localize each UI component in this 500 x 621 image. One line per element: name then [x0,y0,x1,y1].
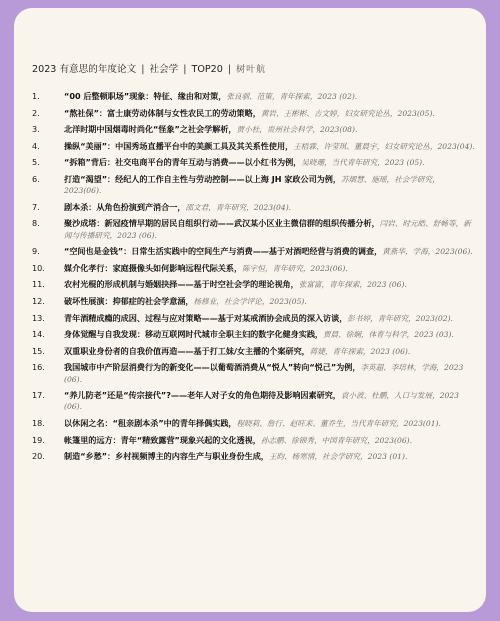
paper-citation: 彭书婷，青年研究，2023(02). [347,313,453,323]
paper-title: “养儿防老”还是“传宗接代”?——老年人对子女的角色期待及影响因素研究， [64,390,341,401]
paper-citation: 蒋婕，青年探索，2023 (06). [309,346,411,356]
list-item [32,313,476,324]
paper-citation: 黄燕华，学海，2023(06). [382,247,473,257]
document-header [32,63,476,77]
paper-citation: 张富富，青年探索，2023 (06). [298,280,407,290]
header-rank: TOP20 [191,64,223,75]
item-number: 5. [32,157,40,168]
paper-list [32,91,476,462]
paper-title: 我国城市中产阶层消费行为的新变化——以葡萄酒消费从“悦人”转向“悦己”为例， [64,362,361,373]
paper-title: 青年酒精成瘾的成因、过程与应对策略——基于对某戒酒协会成员的深入访谈， [64,312,348,323]
paper-title: “00 后整顿职场”现象：特征、缘由和对策， [64,91,227,101]
paper-title: “空间也是金钱”：日常生活实践中的空间生产与消费——基于对酒吧经营与消费的调查， [64,246,383,257]
item-number: 3. [32,124,40,135]
item-number: 8. [32,218,40,229]
paper-title: 剧本杀：从角色扮演到产消合一， [64,201,186,212]
item-number: 10. [32,262,45,273]
paper-citation: 袁小波、杜鹏，人口与发展，2023 (06). [64,391,459,412]
item-number: 17. [32,390,45,401]
item-number: 1. [32,91,40,101]
list-item [32,174,476,196]
paper-title: 双重职业身份者的自我价值再造——基于打工妹/女主播的个案研究， [64,345,310,356]
list-item [32,346,476,357]
paper-citation: 邵文君，青年研究，2023(04). [185,202,292,212]
paper-title: “拆箱”背后：社交电商平台的青年互动与消费——以小红书为例， [64,157,302,168]
header-separator: | [227,64,232,75]
paper-citation: 黄岩、王彬彬、吉文婷，妇女研究论丛，2023(05). [260,108,435,118]
list-item [32,451,476,462]
list-item [32,296,476,307]
item-number: 13. [32,312,45,323]
item-number: 16. [32,362,45,373]
paper-citation: 程晓莉、詹行、赵旺来、董乔生，当代青年研究，2023(01). [236,418,441,428]
paper-title: 聚沙成塔：新冠疫情早期的居民自组织行动——武汉某小区业主微信群的组织传播分析， [64,218,380,229]
header-author: 树叶航 [236,65,267,75]
paper-title: 媒介化孝行：家庭摄像头如何影响远程代际关系， [64,262,243,273]
list-item [32,435,476,446]
list-item [32,108,476,119]
list-item [32,218,476,240]
paper-title: “熬社保”：富士康劳动体制与女性农民工的劳动策略， [64,107,261,118]
item-number: 4. [32,140,40,151]
item-number: 11. [32,279,45,290]
item-number: 14. [32,329,45,340]
list-item [32,202,476,213]
item-number: 18. [32,417,45,428]
item-number: 2. [32,107,40,118]
paper-citation: 李英超、李培林，学海，2023 (06). [64,363,464,384]
paper-citation: 陈宇恒，青年研究，2023(06). [242,263,348,273]
list-item [32,279,476,290]
header-title: 2023 有意思的年度论文 [32,64,137,75]
list-item [32,329,476,340]
item-number: 9. [32,246,40,257]
paper-title: 破坏性展演：抑郁症的社会学意涵， [64,295,194,306]
list-item [32,263,476,274]
list-item [32,91,476,102]
paper-citation: 张良驯、范策，青年探索，2023 (02). [226,92,358,101]
list-item [32,141,476,152]
paper-citation: 苏熠慧、施瑶，社会学研究，2023(06). [64,174,440,196]
item-number: 6. [32,173,40,184]
paper-title: 农村光棍的形成机制与婚姻抉择——基于时空社会学的理论视角， [64,279,299,290]
paper-title: 操纵“美丽”：中国秀场直播平台中的美颜工具及其关系性使用， [64,140,294,151]
paper-citation: 贾小杜，贵州社会科学，2023(08). [236,125,358,135]
header-separator: | [183,64,187,75]
item-number: 12. [32,295,45,306]
paper-title: 北洋时期中国烟毒时尚化“怪象”之社会学解析， [64,124,237,135]
list-item [32,418,476,429]
list-item [32,362,476,384]
paper-citation: 闫岩、时元皓、舒畅等，新闻与传播研究，2023 (06). [64,219,471,240]
paper-title: 以休闲之名：“租亲剧本杀”中的青年择偶实践， [64,417,237,428]
item-number: 7. [32,201,40,212]
list-item [32,124,476,135]
item-number: 20. [32,451,45,462]
item-number: 15. [32,345,45,356]
paper-citation: 吴晓珊，当代青年研究，2023 (05). [301,158,425,168]
paper-citation: 杨修业，社会学评论，2023(05). [193,296,307,306]
item-number: 19. [32,434,45,445]
list-item [32,390,476,412]
paper-citation: 王梧霖、许莹琪、董晨宇，妇女研究论丛，2023(04). [293,141,475,151]
paper-title: 帐篷里的远方：青年“精致露营”现象兴起的文化透视， [64,434,261,445]
paper-citation: 王昀、杨寒情，社会学研究，2023 (01). [268,452,408,462]
list-item [32,157,476,168]
list-item [32,246,476,257]
paper-title: 打造“渴望”：经纪人的工作自主性与劳动控制——以上海 JH 家政公司为例， [64,173,341,184]
paper-title: 制造“乡愁”：乡村视频博主的内容生产与职业身份生成， [64,451,269,462]
paper-title: 身体觉醒与自我发现：移动互联网时代城市全职主妇的数字化健身实践， [64,329,324,340]
header-separator: | [141,64,145,75]
header-category: 社会学 [149,64,179,75]
paper-card [14,8,486,612]
paper-citation: 贾晨、徐娴，体育与科学，2023 (03). [323,330,454,340]
paper-citation: 孙志鹏、徐锦秀，中国青年研究，2023(06). [260,435,413,445]
